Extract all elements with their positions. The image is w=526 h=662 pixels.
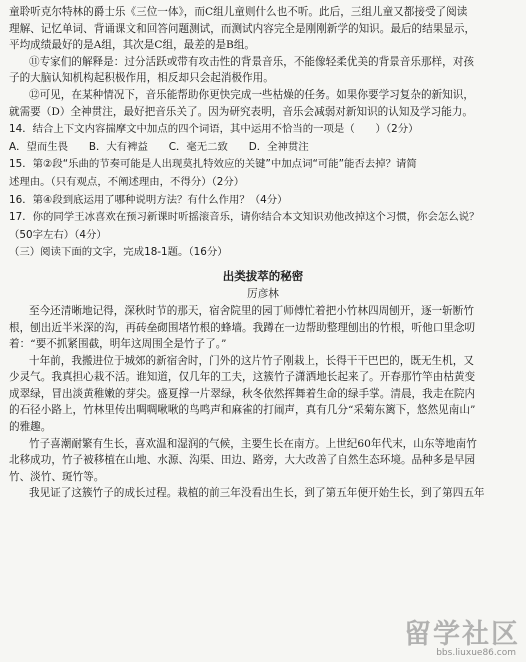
question-14-options: A．望而生畏 B．大有裨益 C．毫无二致 D．全神贯注 [9, 140, 309, 153]
section-header: （三）阅读下面的文字，完成18-1题。（16分） [9, 246, 228, 259]
question-15-cont: 述理由。（只有观点，不阐述理由，不得分）（2分） [9, 175, 245, 188]
article-line: 少灵气。我真担心栽不活。谁知道，仅几年的工夫，这簇竹子潇洒地长起来了。开春那竹竿由枯黄变 [9, 371, 476, 384]
watermark-text: 留学社区 [404, 619, 520, 650]
article-line: 成翠绿，冒出淡黄稚嫩的芽尖。盛夏撑一片翠绿，秋冬依然挥舞着生命的绿手掌。清晨，我走在院内 [9, 387, 476, 400]
article-line: 我见证了这簇竹子的成长过程。栽植的前三年没看出生长，到了第五年便开始生长，到了第四五年 [29, 487, 485, 500]
article-line: 竹、淡竹、斑竹等。 [9, 470, 105, 483]
article-title: 出类拔萃的秘密 [222, 268, 304, 283]
article-line: 至今还清晰地记得，深秋时节的那天，宿舍院里的园丁师傅忙着把小竹林四周刨开，逐一斩断竹 [29, 304, 474, 317]
passage-line: 子的大脑认知机构起积极作用，相反却只会起消极作用。 [9, 72, 274, 85]
article-line: 着：“要不抓紧围截，明年这周围全是竹子了。” [9, 338, 227, 351]
question-16: 16．第④段到底运用了哪种说明方法？有什么作用？（4分） [9, 193, 288, 206]
article-line: 的雅趣。 [9, 421, 52, 434]
question-14: 14．结合上下文内容揣摩文中加点的四个词语，其中运用不恰当的一项是（ ）（2分） [9, 123, 419, 136]
passage-line: ⑫可见，在某种情况下，音乐能帮助你更快完成一些枯燥的任务。如果你要学习复杂的新知识， [29, 88, 474, 101]
question-17: 17．你的同学王冰喜欢在预习新课时听摇滚音乐，请你结合本文知识劝他改掉这个习惯，你会怎么说？ [9, 211, 480, 224]
passage-line: 平均成绩最好的是A组，其次是C组，最差的是B组。 [9, 39, 256, 52]
article-line: 竹子喜潮耐繁有生长，喜欢温和湿润的气候，主要生长在南方。上世纪60年代末，山东等地南竹 [29, 437, 477, 450]
passage-line: 童聆听克尔特林的爵士乐《三位一体》，而C组儿童则什么也不听。此后，三组儿童又都接受了阅读 [9, 6, 468, 18]
article-line: 北移成功，竹子被移植在山地、水源、沟渠、田边、路旁，大大改善了自然生态环境。品种多是早园 [9, 454, 476, 467]
passage-line: 就需要（D）全神贯注，最好把音乐关了。因为研究表明，音乐会减弱对新知识的认知及学习能力。 [9, 105, 474, 118]
article-body [9, 303, 517, 502]
passage-top [9, 4, 517, 120]
article-line: 的石径小路上，竹林里传出啁啁啾啾的鸟鸣声和麻雀的打闹声，真有几分“采菊东篱下，悠然见南山” [9, 404, 476, 417]
passage-line: 理解、记忆单词、背诵课文和回答问题测试，而测试内容完全是刚刚新学的知识。最后的结果显示， [9, 22, 476, 35]
article-line: 根，刨出近半米深的沟，再砖垒砌围堵竹根的蜂墙。我蹲在一边帮助整理刨出的竹根，听他口里念叨 [9, 321, 476, 334]
watermark-url: bbs.liuxue86.com [436, 648, 516, 658]
question-15: 15．第②段“乐曲的节奏可能是人出现莫扎特效应的关键”中加点词“可能”能否去掉？请简 [9, 158, 417, 171]
question-list [9, 121, 517, 243]
article-line: 十年前，我搬进位于城郊的新宿舍时，门外的这片竹子刚栽上，长得干干巴巴的，既无生机，又 [29, 354, 474, 367]
passage-line: ⑪专家们的解释是：过分活跃或带有攻击性的背景音乐，不能像轻柔优美的背景音乐那样，对孩 [29, 55, 474, 68]
question-17-cont: （50字左右）（4分） [9, 228, 107, 241]
article-author: 厉彦林 [247, 287, 279, 300]
